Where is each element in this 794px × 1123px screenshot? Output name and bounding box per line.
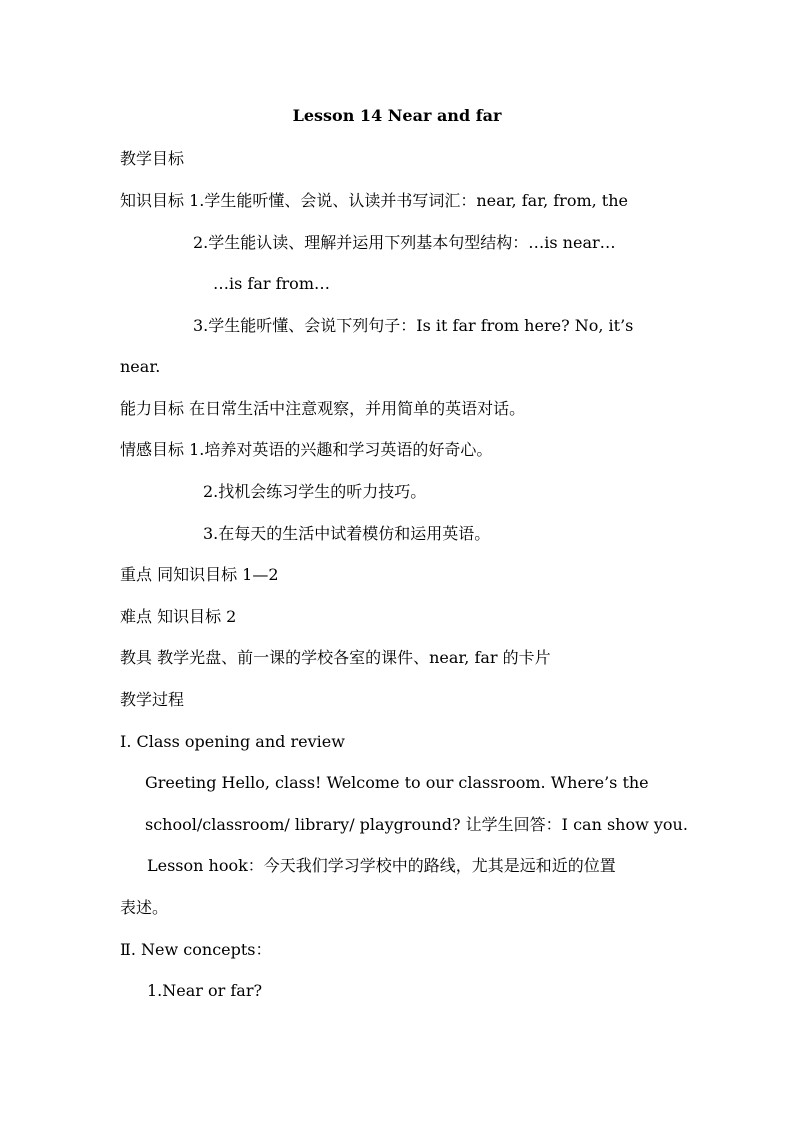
greeting-line-2: school/classroom/ library/ playground? 让学生回答：I can show you.	[145, 815, 688, 834]
emotion-goal-2: 2.找机会练习学生的听力技巧。	[203, 482, 427, 501]
step-1-heading: Ⅰ. Class opening and review	[120, 732, 345, 751]
greeting-line-1: Greeting Hello, class! Welcome to our classroom. Where’s the	[145, 773, 649, 792]
teaching-aids: 教具 教学光盘、前一课的学校各室的课件、near, far 的卡片	[120, 648, 551, 667]
knowledge-goal-2: 2.学生能认读、理解并运用下列基本句型结构：…is near…	[193, 233, 616, 252]
key-points: 重点 同知识目标 1—2	[120, 565, 279, 584]
step-2-heading: Ⅱ. New concepts：	[120, 940, 272, 959]
knowledge-goal-3-continued: near.	[120, 357, 161, 376]
emotion-goal-3: 3.在每天的生活中试着模仿和运用英语。	[203, 524, 491, 543]
section-heading-teaching-goals: 教学目标	[120, 149, 185, 168]
section-heading-teaching-process: 教学过程	[120, 690, 185, 709]
lesson-title: Lesson 14 Near and far	[292, 106, 502, 125]
knowledge-goal-2-continued: …is far from…	[213, 274, 330, 293]
lesson-hook-line-2: 表述。	[120, 898, 169, 917]
difficult-points: 难点 知识目标 2	[120, 607, 237, 626]
knowledge-goal-3: 3.学生能听懂、会说下列句子：Is it far from here? No, it’s	[193, 316, 634, 335]
emotion-goal-1: 情感目标 1.培养对英语的兴趣和学习英语的好奇心。	[120, 440, 493, 459]
new-concept-1: 1.Near or far?	[147, 981, 263, 1000]
ability-goal: 能力目标 在日常生活中注意观察，并用简单的英语对话。	[120, 399, 526, 418]
lesson-hook-line-1: Lesson hook：今天我们学习学校中的路线，尤其是远和近的位置	[147, 856, 616, 875]
knowledge-goal-1: 知识目标 1.学生能听懂、会说、认读并书写词汇：near, far, from, the	[120, 191, 629, 210]
